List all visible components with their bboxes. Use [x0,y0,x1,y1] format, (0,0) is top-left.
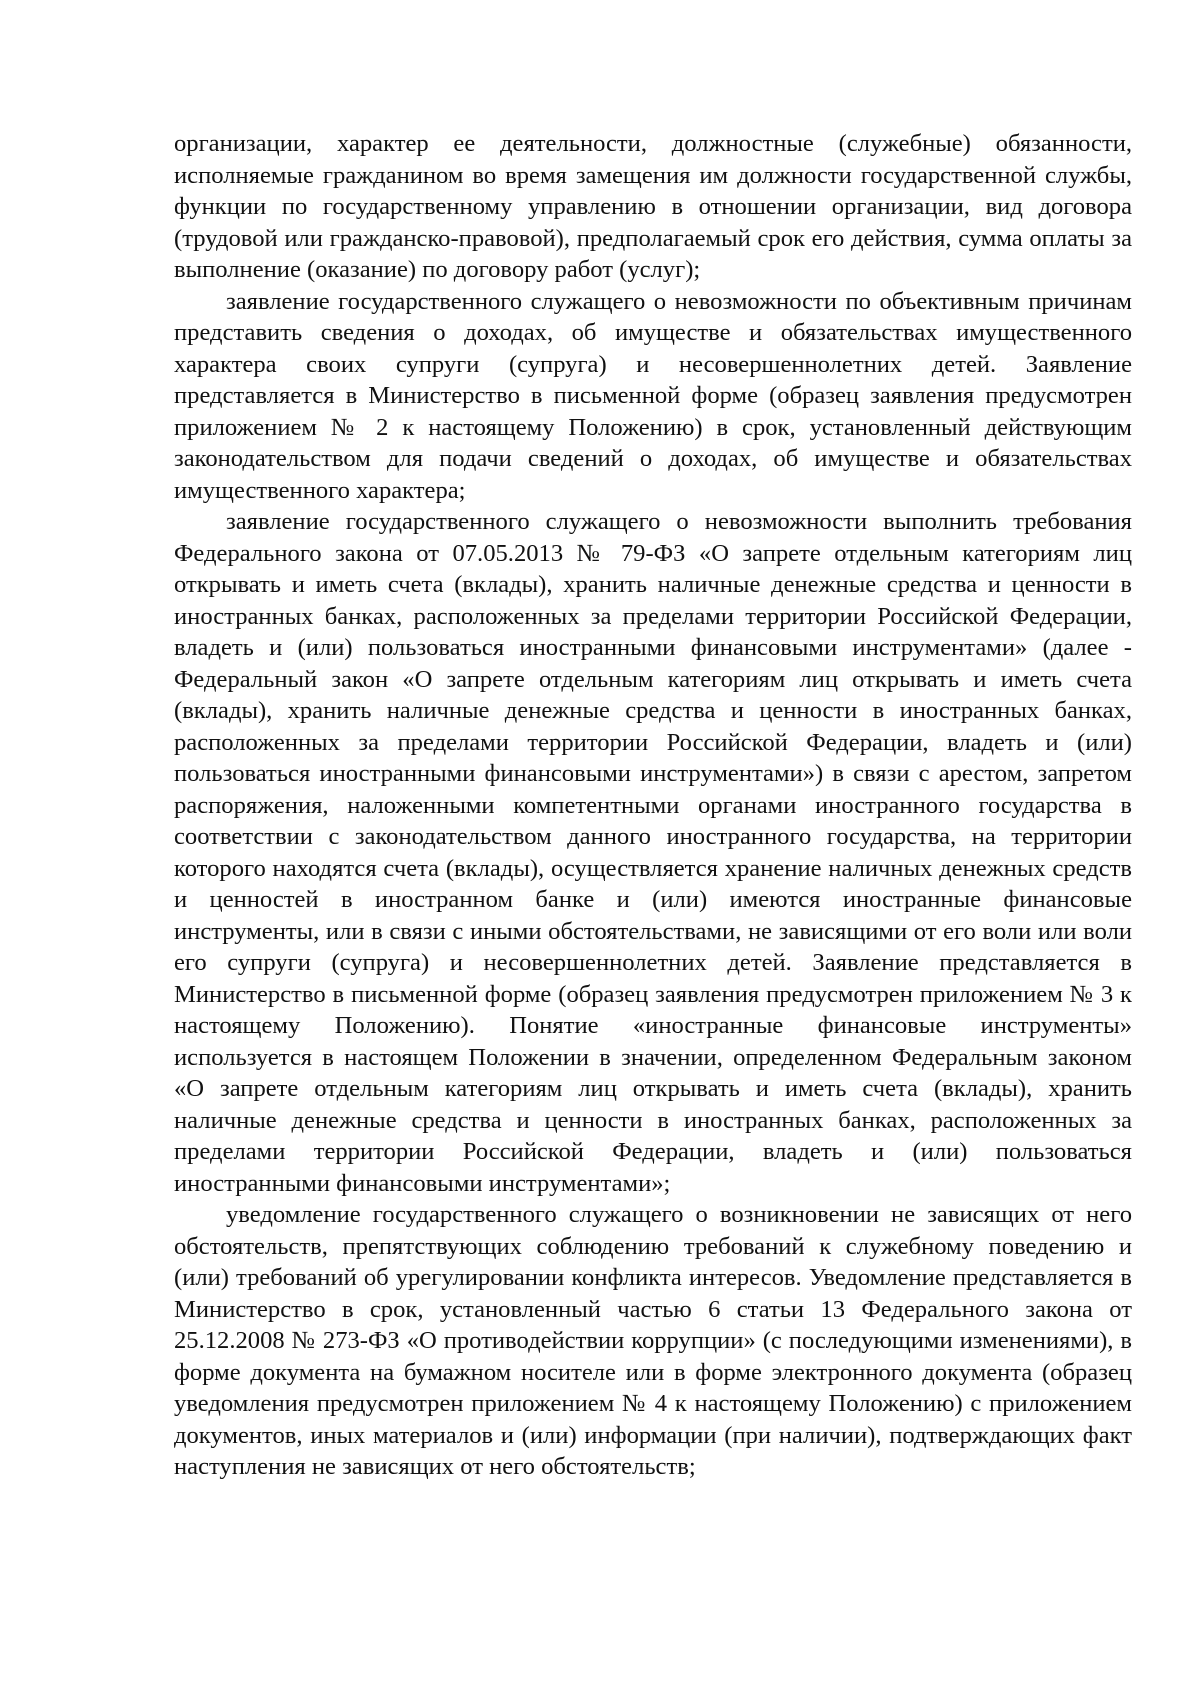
paragraph-circumstances-notice: уведомление государственного служащего о возникновении не зависящих от него обстоятельств, препятствующих соблюдению требований к служебному поведению и (или) требований об урегулировании конфликта интересов. Уведомление представляется в Министерство в срок, установленный частью 6 статьи 13 Федерального закона от 25.12.2008 № 273-ФЗ «О противодействии коррупции» (с последующими изменениями), в форме документа на бумажном носителе или в форме электронного документа (образец уведомления предусмотрен приложением № 4 к настоящему Положению) с приложением документов, иных материалов и (или) информации (при наличии), подтверждающих факт наступления не зависящих от него обстоятельств; [174,1201,1132,1480]
paragraph-foreign-accounts-statement: заявление государственного служащего о невозможности выполнить требования Федерального закона от 07.05.2013 № 79-ФЗ «О запрете отдельным категориям лиц открывать и иметь счета (вклады), хранить наличные денежные средства и ценности в иностранных банках, расположенных за пределами территории Российской Федерации, владеть и (или) пользоваться иностранными финансовыми инструментами» (далее - Федеральный закон «О запрете отдельным категориям лиц открывать и иметь счета (вклады), хранить наличные денежные средства и ценности в иностранных банках, расположенных за пределами территории Российской Федерации, владеть и (или) пользоваться иностранными финансовыми инструментами») в связи с арестом, запретом распоряжения, наложенными компетентными органами иностранного государства в соответствии с законодательством данного иностранного государства, на территории которого находятся счета (вклады), осуществляется хранение наличных денежных средств и ценностей в иностранном банке и (или) имеются иностранные финансовые инструменты, или в связи с иными обстоятельствами, не зависящими от его воли или воли его супруги (супруга) и несовершеннолетних детей. Заявление представляется в Министерство в письменной форме (образец заявления предусмотрен приложением № 3 к настоящему Положению). Понятие «иностранные финансовые инструменты» используется в настоящем Положении в значении, определенном Федеральным законом «О запрете отдельным категориям лиц открывать и иметь счета (вклады), хранить наличные денежные средства и ценности в иностранных банках, расположенных за пределами территории Российской Федерации, владеть и (или) пользоваться иностранными финансовыми инструментами»; [174,508,1132,1197]
paragraph-organization-details: организации, характер ее деятельности, должностные (служебные) обязанности, исполняемые гражданином во время замещения им должности государственной службы, функции по государственному управлению в отношении организации, вид договора (трудовой или гражданско-правовой), предполагаемый срок его действия, сумма оплаты за выполнение (оказание) по договору работ (услуг); [174,130,1132,283]
document-body [174,128,1132,1483]
paragraph-income-statement: заявление государственного служащего о невозможности по объективным причинам представить сведения о доходах, об имуществе и обязательствах имущественного характера своих супруги (супруга) и несовершеннолетних детей. Заявление представляется в Министерство в письменной форме (образец заявления предусмотрен приложением № 2 к настоящему Положению) в срок, установленный действующим законодательством для подачи сведений о доходах, об имуществе и обязательствах имущественного характера; [174,287,1132,504]
